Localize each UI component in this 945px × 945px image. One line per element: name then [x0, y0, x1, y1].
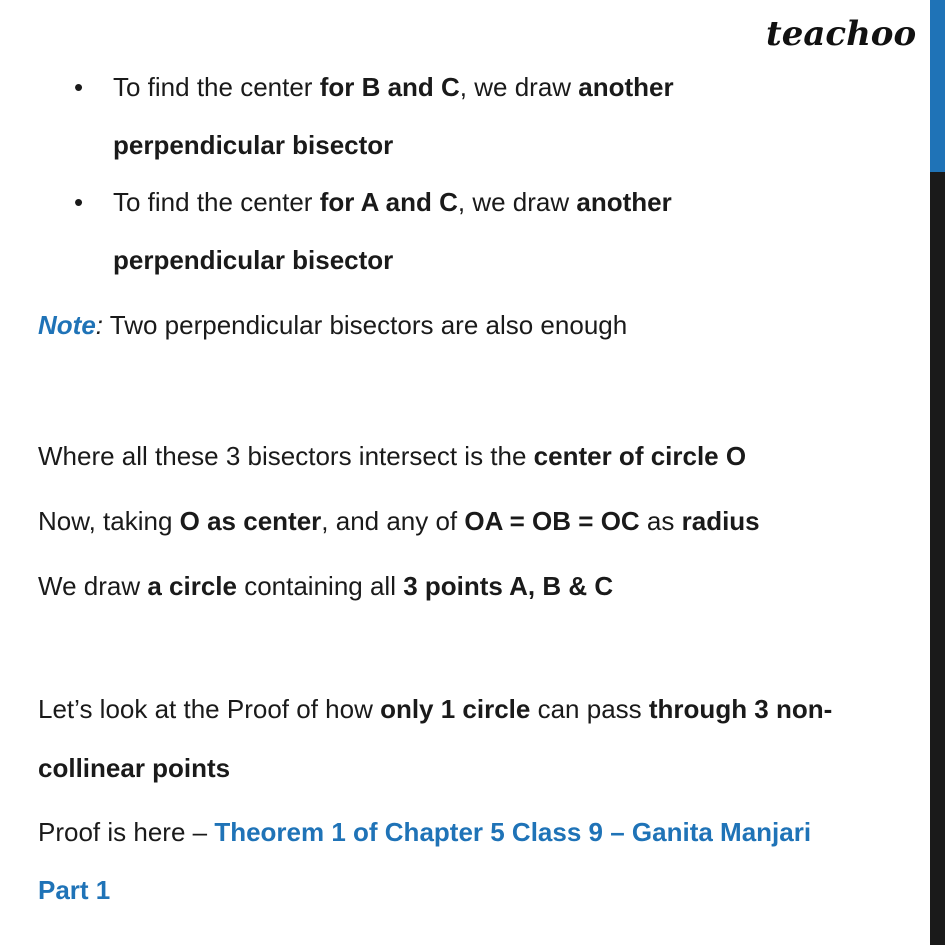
text: can pass: [530, 694, 649, 724]
bullet-1-line-1: [113, 70, 674, 104]
text: containing all: [236, 571, 404, 601]
bold-text: through 3 non-: [648, 694, 833, 724]
note-label: Note: [38, 310, 96, 340]
paragraph-proof-intro-line-2: [38, 751, 230, 785]
bold-text: for A and C: [319, 187, 458, 217]
bold-text: radius: [681, 506, 760, 536]
bold-text: another: [576, 187, 672, 217]
bullet-2-line-1: [113, 185, 672, 219]
bullet-2-dot: •: [74, 187, 84, 217]
text: Now, taking: [38, 506, 180, 536]
text: Where all these 3 bisectors intersect is the: [38, 441, 534, 471]
note-line: [38, 308, 627, 342]
text: Let’s look at the Proof of how: [38, 694, 381, 724]
text: Proof is here –: [38, 817, 215, 847]
bold-text: collinear points: [38, 753, 231, 783]
bold-text: OA = OB = OC: [464, 506, 640, 536]
bold-text: perpendicular bisector: [113, 245, 394, 275]
paragraph-proof-intro-line-1: [38, 692, 832, 726]
paragraph-center: [38, 439, 746, 473]
bold-text: 3 points A, B & C: [403, 571, 614, 601]
teachoo-logo: teachoo: [766, 14, 917, 54]
note-text: Two perpendicular bisectors are also enough: [103, 310, 628, 340]
text: To find the center: [113, 187, 320, 217]
bullet-2-line-2: [113, 243, 393, 277]
bold-text: O as center: [179, 506, 322, 536]
bold-text: for B and C: [319, 72, 460, 102]
bold-text: a circle: [147, 571, 237, 601]
theorem-link-continued[interactable]: Part 1: [38, 875, 111, 905]
text: , and any of: [321, 506, 465, 536]
paragraph-draw-circle: [38, 569, 613, 603]
paragraph-proof-link-line-1: [38, 815, 811, 849]
bold-text: another: [578, 72, 674, 102]
scrollbar-thumb[interactable]: [930, 0, 945, 172]
bullet-1-dot: •: [74, 72, 84, 102]
bold-text: center of circle O: [533, 441, 747, 471]
theorem-link[interactable]: Theorem 1 of Chapter 5 Class 9 – Ganita Manjari: [214, 817, 812, 847]
text: , we draw: [457, 187, 577, 217]
text: We draw: [38, 571, 148, 601]
bold-text: perpendicular bisector: [113, 130, 394, 160]
bullet-1-line-2: [113, 128, 393, 162]
note-colon: :: [95, 310, 104, 340]
text: , we draw: [459, 72, 579, 102]
paragraph-radius: [38, 504, 760, 538]
paragraph-proof-link-line-2: [38, 873, 110, 907]
bold-text: only 1 circle: [380, 694, 531, 724]
text: as: [639, 506, 682, 536]
text: To find the center: [113, 72, 320, 102]
